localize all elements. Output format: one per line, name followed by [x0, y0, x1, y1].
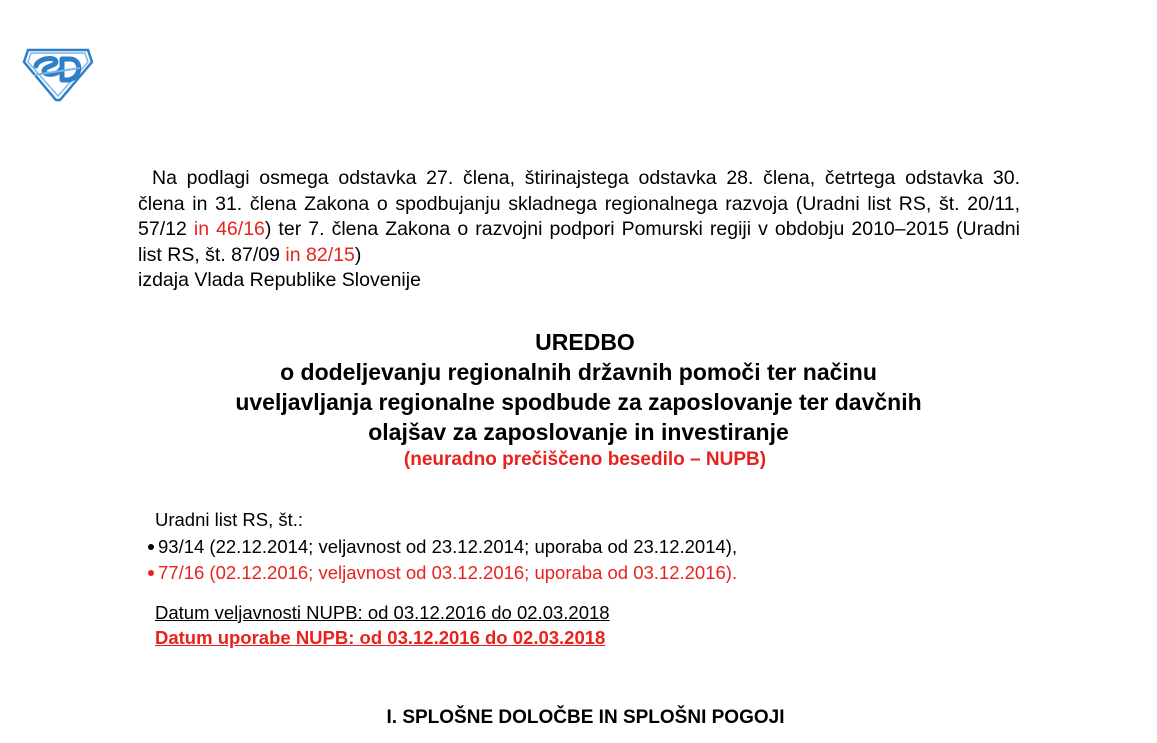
sd-shield-logo-icon — [22, 44, 94, 104]
preamble-paragraph — [138, 166, 1020, 294]
document-title-block — [0, 328, 1157, 472]
preamble-text-1: Na podlagi osmega odstavka 27. člena, štirinajstega odstavka 28. člena, četrtega odstavka 30. člena in 31. člena Zakona o spodbujanju skladnega regionalnega razvoja (Uradni list RS, št. 20/11, 57/12 — [138, 167, 1020, 240]
validity-date: Datum veljavnosti NUPB: od 03.12.2016 do 02.03.2018 — [155, 602, 610, 623]
validity-block — [155, 600, 610, 650]
preamble-text-2: ) ter 7. člena Zakona o razvojni podpori Pomurski regiji v obdobju 2010–2015 (Uradni list RS, št. 87/09 — [138, 218, 1020, 266]
gazette-label: Uradni list RS, št.: — [155, 509, 304, 530]
chapter-heading: I. SPLOŠNE DOLOČBE IN SPLOŠNI POGOJI — [386, 707, 785, 728]
preamble-text-3: ) — [354, 243, 362, 266]
document-subtitle: (neuradno prečiščeno besedilo – NUPB) — [403, 449, 767, 470]
document-title-line-2: uveljavljanja regionalne spodbude za zaposlovanje ter davčnih — [235, 389, 922, 415]
document-title-line-1: o dodeljevanju regionalnih državnih pomoči ter načinu — [280, 359, 877, 385]
document-title-line-3: olajšav za zaposlovanje in investiranje — [368, 419, 789, 445]
gazette-entry — [140, 534, 737, 560]
preamble-amendment-2: in 82/15 — [285, 243, 355, 266]
gazette-entry — [140, 560, 737, 586]
gazette-entry-text: 77/16 (02.12.2016; veljavnost od 03.12.2016; uporaba od 03.12.2016). — [158, 562, 738, 583]
bullet-icon — [148, 570, 154, 576]
gazette-list — [140, 534, 737, 586]
bullet-icon — [148, 544, 154, 550]
use-date: Datum uporabe NUPB: od 03.12.2016 do 02.03.2018 — [155, 627, 606, 648]
document-title: UREDBO — [535, 329, 635, 355]
preamble-issuer: izdaja Vlada Republike Slovenije — [138, 269, 421, 291]
preamble-amendment-1: in 46/16 — [193, 218, 265, 240]
gazette-entry-text: 93/14 (22.12.2014; veljavnost od 23.12.2014; uporaba od 23.12.2014), — [158, 536, 738, 557]
